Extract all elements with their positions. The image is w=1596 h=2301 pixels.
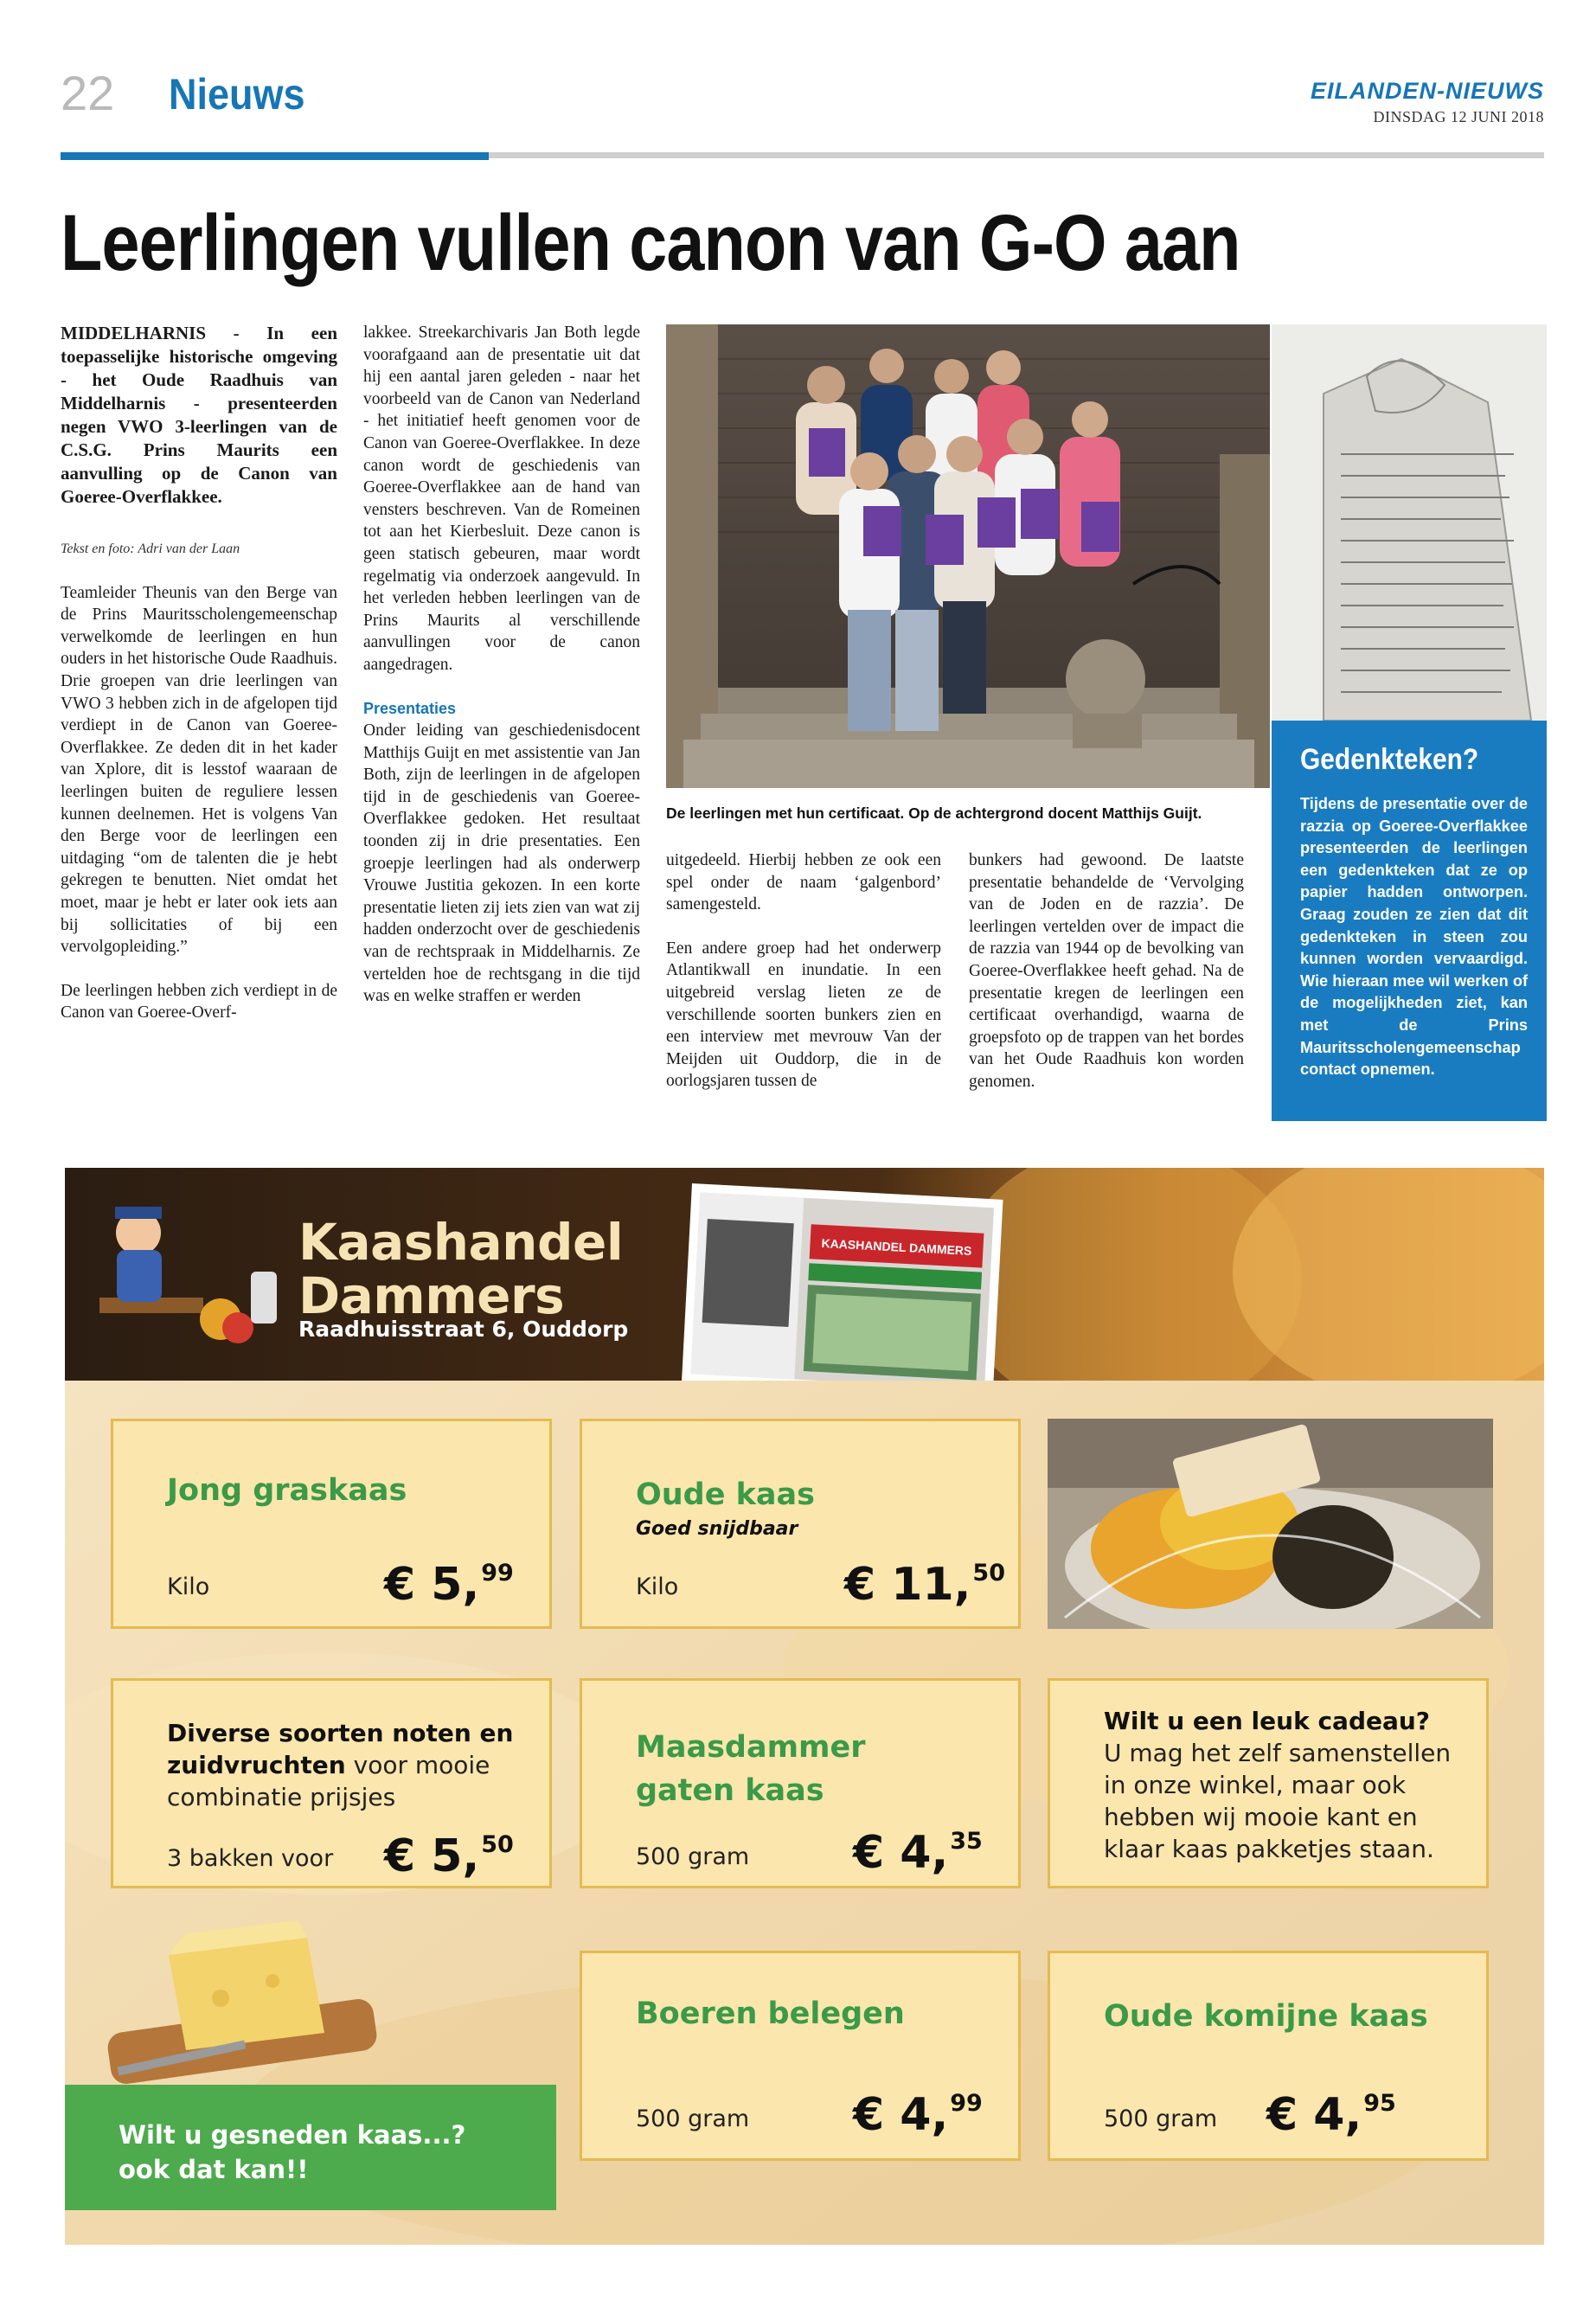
paragraph: Een andere groep had het onderwerp Atlantikwall en inundatie. In een uitgebreid verslag lieten ze de verschillende soorten bunkers zien en een interview met mevrouw Van der Meijden uit Ouddorp, die in de oorlogsjaren tussen de — [666, 939, 941, 1091]
gift-info — [1104, 1705, 1460, 1865]
paragraph: Teamleider Theunis van den Berge van de Prins Mauritsscholengemeenschap verwelkomde de leerlingen en hun ouders in het historische Oude Raadhuis. Drie groepen van drie leerlingen van VWO 3 hebben zich in de afgelopen tijd verdiept in de Canon van Goeree-Overflakkee. Ze deden dit in het kader van Xplore, dit is lesstof waaraan de leerlingen buiten de reguliere lessen kunnen deelnemen. Het is volgens Van den Berge voor de leerlingen een uitdaging “om de talenten die je hebt gekregen te benutten. Niet omdat het moet, maar je hebt er later ook iets aan bij sollicitaties of bij een vervolgopleiding.” — [61, 583, 337, 957]
sidebar-infobox — [1272, 721, 1547, 1121]
subheading: Presentaties — [363, 699, 457, 717]
page-number: 22 — [61, 66, 115, 120]
newspaper-brand: EILANDEN-NIEUWS — [1311, 78, 1544, 104]
product-title: Boeren belegen — [636, 1997, 905, 2031]
gift-text: U mag het zelf samenstellen in onze winkel, maar ook hebben wij mooie kant en klaar kaas pakketjes staan. — [1104, 1739, 1452, 1863]
paragraph: bunkers had gewoond. De laatste presentatie behandelde de ‘Vervolging van de Joden en de razzia’. De leerlingen vertelden over de impact die de razzia van 1944 op de bevolking van Goeree-Overflakkee heeft gehad. Na de presentatie kregen de leerlingen een certificaat overhandigd, waarna de groepsfoto op de trappen van het bordes van het Oude Raadhuis kon worden genomen. — [969, 851, 1244, 1091]
product-card — [580, 1951, 1021, 2161]
paragraph: lakkee. Streekarchivaris Jan Both legde voorafgaand aan de presentatie uit dat hij een aantal jaren geleden - naar het voorbeeld van de Canon van Nederland - het initiatief heeft genomen voor de Canon van Goeree-Overflakkee. In deze canon wordt de geschiedenis van Goeree-Overflakkee aan de hand van vensters beschreven. Van de Romeinen tot aan het Kierbesluit. Deze canon is geen statisch gebeuren, maar wordt regelmatig via onderzoek aangevuld. In het verleden hebben leerlingen van de Prins Maurits al verschillende aanvullingen voor de canon aangedragen. — [363, 324, 640, 674]
article-column-2 — [363, 322, 640, 1029]
article-headline: Leerlingen vullen canon van G-O aan — [61, 199, 1240, 287]
infobox-text: Tijdens de presentatie over de razzia op Goeree-Overflakkee presenteerden de leerlingen een gedenkteken dat ze op papier hadden ontworpen. Graag zouden ze zien dat dit gedenkteken in steen zou kunnen worden vervaardigd. Wie hieraan mee wil werken of de mogelijkheden ziet, kan met de Prins Mauritsscholengemeenschap contact opnemen. — [1300, 795, 1528, 1079]
storefront-photo — [682, 1183, 1003, 1381]
monument-drawing-photo — [1272, 324, 1547, 721]
storefront-sign: KAASHANDEL DAMMERS — [821, 1235, 972, 1259]
product-card — [580, 1678, 1021, 1888]
product-title: Maasdammer gaten kaas — [636, 1730, 866, 1808]
product-card — [1048, 1951, 1489, 2161]
paragraph: uitgedeeld. Hierbij hebben ze ook een spel onder de naam ‘galgenbord’ samengesteld. — [666, 851, 941, 914]
product-unit: 500 gram — [636, 1843, 750, 1870]
group-photo — [666, 324, 1270, 788]
product-price: € 5,99 — [384, 1559, 514, 1611]
product-unit: Kilo — [636, 1574, 679, 1600]
product-price: € 4,99 — [853, 2089, 983, 2141]
product-price: € 5,50 — [384, 1830, 514, 1882]
paragraph: Onder leiding van geschiedenisdocent Matthijs Guijt en met assistentie van Jan Both, zijn de leerlingen in de afgelopen tijd in de geschiedenis van Goeree-Overflakkee gedoken. Het resultaat toonden zij in drie presentaties. Een groepje leerlingen had als onderwerp Vrouwe Justitia gekozen. In een korte presentatie lieten zij iets zien van wat zij hadden onderzocht over de geschiedenis van de rechtspraak in Middelharnis. Ze vertelden hoe de rechtsgang in die tijd was en welke straffen er werden — [363, 721, 640, 1006]
product-subtitle: Goed snijdbaar — [636, 1518, 798, 1540]
article-lead: MIDDELHARNIS - In een toepasselijke historische omgeving - het Oude Raadhuis van Middelharnis - presenteerden negen VWO 3-leerlingen van de C.S.G. Prins Maurits een aanvulling op de Canon van Goeree-Overflakkee. — [61, 323, 337, 507]
product-price: € 4,95 — [1266, 2089, 1396, 2141]
product-card — [580, 1419, 1021, 1629]
product-price: € 11,50 — [844, 1559, 1005, 1611]
gift-basket-photo — [1048, 1419, 1493, 1629]
shop-name: Kaashandel Dammers — [298, 1213, 624, 1325]
product-unit: Kilo — [167, 1574, 210, 1600]
header-rule-accent — [61, 152, 489, 160]
cheese-shop-advertisement — [65, 1168, 1544, 2245]
photo-caption: De leerlingen met hun certificaat. Op de achtergrond docent Matthijs Guijt. — [666, 804, 1202, 822]
gift-info-card — [1048, 1678, 1489, 1888]
product-card — [111, 1678, 552, 1888]
section-title: Nieuws — [169, 70, 305, 119]
article-column-3 — [666, 849, 941, 1114]
issue-date: DINSDAG 12 JUNI 2018 — [1373, 108, 1544, 125]
product-description: Diverse soorten noten en zuidvruchten voor mooie combinatie prijsjes — [167, 1719, 514, 1811]
ad-banner — [65, 1168, 1544, 1381]
gift-title: Wilt u een leuk cadeau? — [1104, 1707, 1431, 1735]
cheese-board-illustration — [91, 1903, 394, 2102]
product-title: Jong graskaas — [167, 1473, 407, 1508]
infobox-title: Gedenkteken? — [1300, 743, 1479, 776]
product-unit: 500 gram — [1104, 2106, 1218, 2132]
product-card — [111, 1419, 552, 1629]
product-price: € 4,35 — [853, 1827, 983, 1879]
article-credit: Tekst en foto: Adri van der Laan — [61, 542, 240, 556]
product-unit: 500 gram — [636, 2106, 750, 2132]
shop-address: Raadhuisstraat 6, Ouddorp — [298, 1317, 629, 1342]
product-title: Oude kaas — [636, 1477, 815, 1512]
article-column-1 — [61, 322, 337, 1046]
product-title: Oude komijne kaas — [1104, 1999, 1428, 2034]
paragraph: De leerlingen hebben zich verdiept in de Canon van Goeree-Overf- — [61, 981, 337, 1022]
sliced-cheese-banner: Wilt u gesneden kaas...? ook dat kan!! — [65, 2085, 556, 2210]
product-unit: 3 bakken voor — [167, 1845, 334, 1872]
article-column-4 — [969, 849, 1244, 1115]
